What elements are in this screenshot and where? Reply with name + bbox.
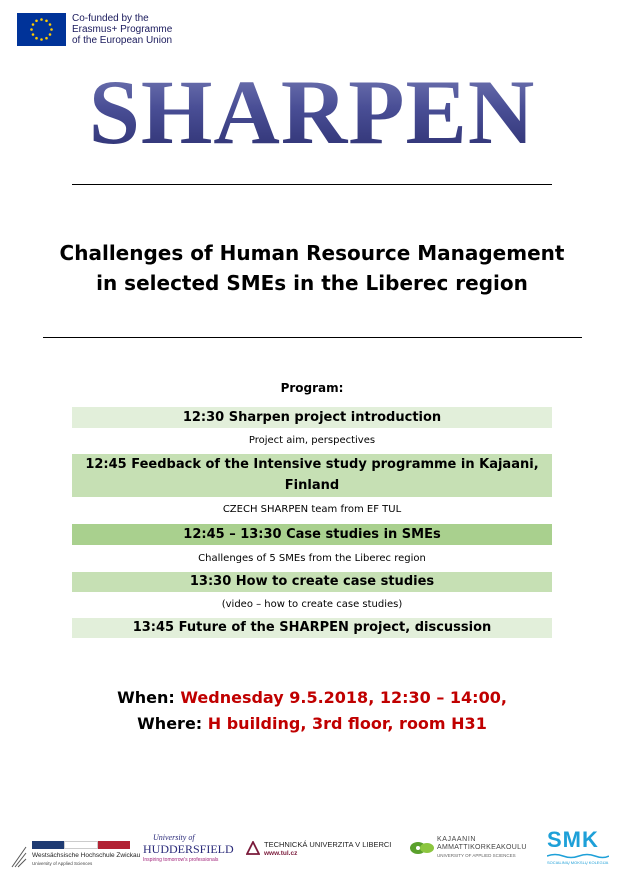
when-label: When: bbox=[117, 688, 175, 707]
program-label: Program: bbox=[280, 381, 344, 395]
kajaani-line-1: KAJAANIN bbox=[437, 836, 477, 843]
tul-triangle-icon bbox=[246, 841, 260, 855]
smk-name: SMK bbox=[547, 827, 599, 852]
smk-sub: SOCIALINIŲ MOKSLŲ KOLEGIJA bbox=[547, 860, 609, 865]
program-item-2-line-2: Finland bbox=[284, 478, 340, 493]
program-item-2-heading bbox=[72, 454, 552, 497]
event-title-line-2: in selected SMEs in the Liberec region bbox=[96, 271, 528, 295]
where-line bbox=[0, 714, 624, 733]
program-item-3-note: Challenges of 5 SMEs from the Liberec region bbox=[198, 553, 426, 564]
where-label: Where: bbox=[137, 714, 203, 733]
divider-top bbox=[72, 184, 552, 185]
eu-cofunded-badge bbox=[17, 13, 172, 46]
partner-logos bbox=[0, 825, 624, 875]
program-item-5-heading: 13:45 Future of the SHARPEN project, discussion bbox=[72, 618, 552, 638]
zwickau-sub: University of Applied Sciences bbox=[32, 861, 93, 866]
logo-huddersfield bbox=[143, 833, 238, 873]
eu-cofunded-text bbox=[72, 13, 172, 46]
smk-wave-icon bbox=[547, 853, 609, 859]
logo-smk bbox=[545, 827, 613, 873]
huddersfield-name: HUDDERSFIELD bbox=[143, 842, 234, 856]
eu-line-1: Co-funded by the bbox=[72, 13, 149, 24]
eu-line-3: of the European Union bbox=[72, 35, 173, 46]
program-item-2-note: CZECH SHARPEN team from EF TUL bbox=[222, 504, 402, 515]
zwickau-mark-icon bbox=[10, 845, 28, 869]
logo-tul bbox=[246, 839, 391, 869]
tul-name: TECHNICKÁ UNIVERZITA V LIBERCI bbox=[264, 840, 392, 849]
when-line bbox=[0, 688, 624, 707]
kajaani-line-2: AMMATTIKORKEAKOULU bbox=[437, 844, 527, 851]
eu-line-2: Erasmus+ Programme bbox=[72, 24, 173, 35]
eu-flag-icon bbox=[17, 13, 66, 46]
event-title-line-1: Challenges of Human Resource Management bbox=[59, 241, 565, 265]
kajaani-leaf-icon bbox=[409, 839, 435, 857]
logo-kajaani bbox=[409, 835, 534, 869]
program-item-3-heading: 12:45 – 13:30 Case studies in SMEs bbox=[72, 524, 552, 545]
program-item-4-heading: 13:30 How to create case studies bbox=[72, 572, 552, 592]
divider-bottom bbox=[43, 337, 582, 338]
event-title bbox=[0, 238, 624, 298]
when-value: Wednesday 9.5.2018, 12:30 – 14:00, bbox=[180, 688, 507, 707]
program-item-1-heading: 12:30 Sharpen project introduction bbox=[72, 407, 552, 428]
where-value: H building, 3rd floor, room H31 bbox=[207, 714, 487, 733]
sharpen-title: SHARPEN bbox=[0, 62, 624, 162]
huddersfield-sub: Inspiring tomorrow's professionals bbox=[143, 857, 219, 863]
program-item-4-note: (video – how to create case studies) bbox=[221, 599, 403, 610]
kajaani-sub: UNIVERSITY OF APPLIED SCIENCES bbox=[437, 853, 516, 858]
zwickau-flag-icon bbox=[32, 841, 130, 849]
tul-url: www.tul.cz bbox=[264, 850, 298, 857]
huddersfield-top: University of bbox=[153, 833, 195, 842]
program-item-1-note: Project aim, perspectives bbox=[248, 435, 376, 446]
logo-zwickau bbox=[10, 833, 141, 873]
zwickau-name: Westsächsische Hochschule Zwickau bbox=[32, 852, 141, 859]
program-item-2-line-1: 12:45 Feedback of the Intensive study programme in Kajaani, bbox=[85, 457, 539, 472]
